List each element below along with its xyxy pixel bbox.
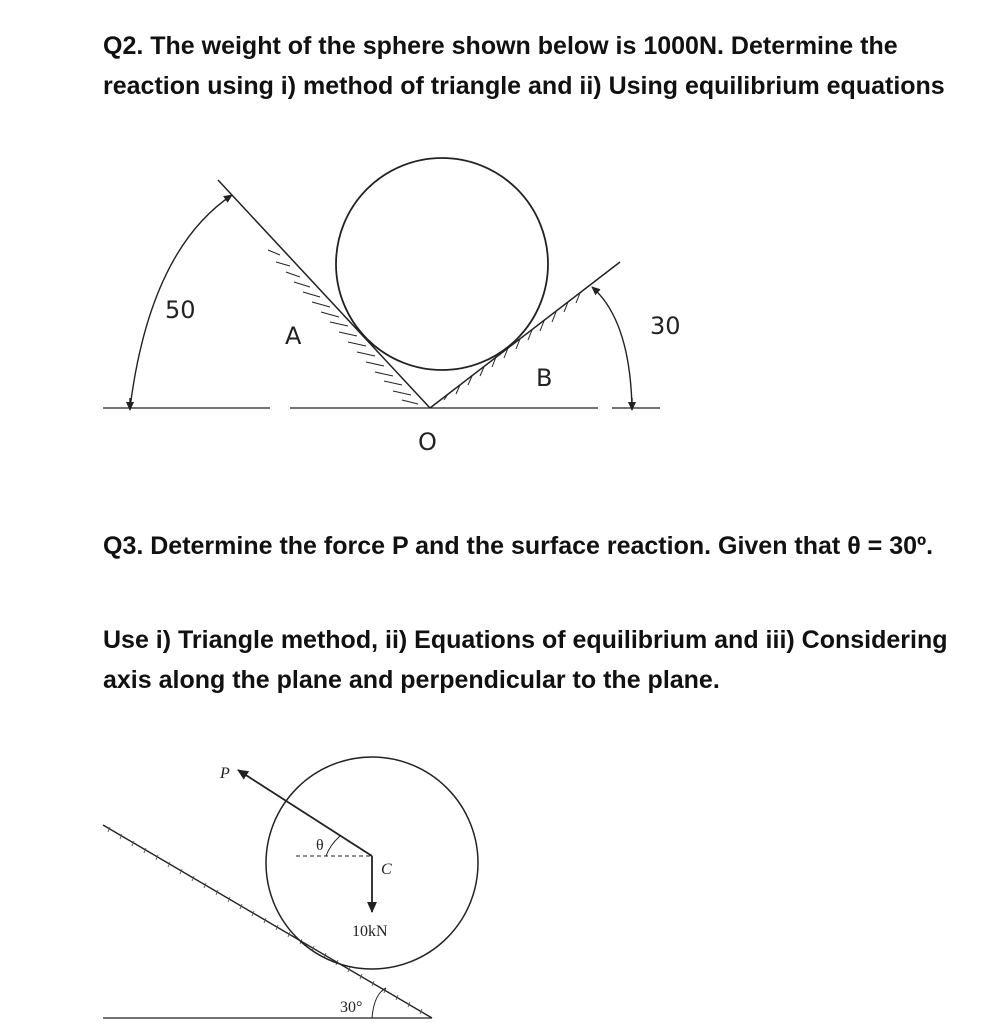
point-label-b: B — [536, 364, 553, 392]
question-3-text: Q3. Determine the force P and the surface reaction. Given that θ = 30º. — [103, 532, 934, 560]
q3-incline — [103, 825, 432, 1018]
theta-label: θ — [316, 837, 324, 854]
right-incline — [430, 262, 620, 408]
angle-label-30: 30 — [650, 312, 681, 340]
sphere — [336, 158, 548, 370]
question-2-text: Q2. The weight of the sphere shown below is 1000N. Determine the reaction using i) method of triangle and ii) Using equilibrium equations — [103, 32, 945, 100]
question-3-figure — [103, 757, 478, 1018]
angle-arc-30 — [592, 287, 632, 408]
center-label-c: C — [381, 861, 392, 878]
question-3-instructions: Use i) Triangle method, ii) Equations of equilibrium and iii) Considering axis along the plane and perpendicular to the plane. — [103, 626, 948, 694]
point-label-a: A — [285, 322, 302, 350]
force-label-p: P — [220, 765, 230, 782]
weight-label: 10kN — [352, 923, 388, 940]
point-label-o: O — [418, 428, 437, 456]
force-p-arrow — [238, 770, 372, 856]
left-incline — [218, 180, 430, 408]
angle-label-50: 50 — [165, 296, 196, 324]
incline-angle-label: 30° — [340, 999, 363, 1016]
theta-arc — [326, 836, 340, 856]
